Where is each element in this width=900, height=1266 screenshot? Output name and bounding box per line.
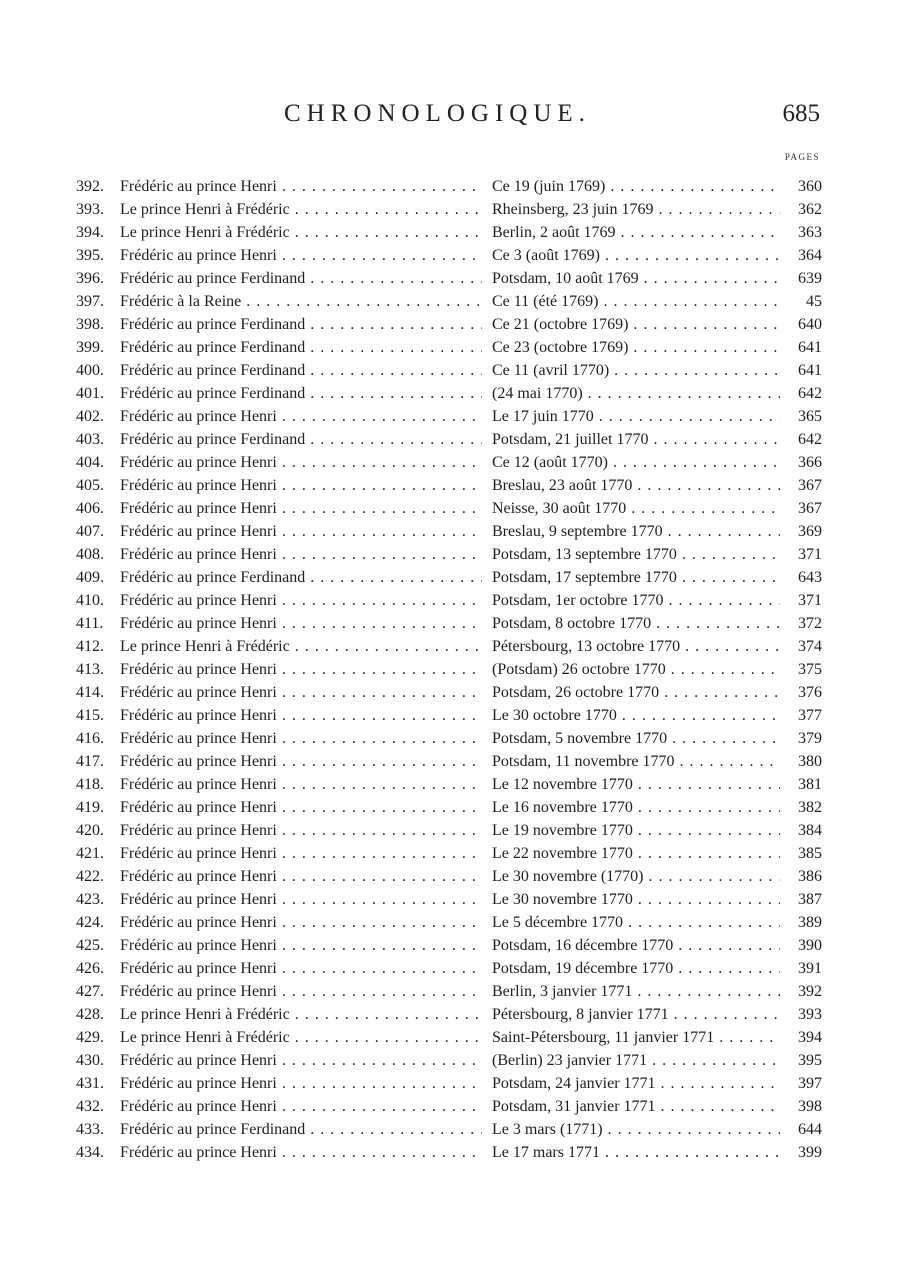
entry-number: 404.	[76, 454, 104, 471]
letter-date: Berlin, 2 août 1769 . . .	[492, 221, 780, 244]
correspondents: Frédéric au prince Ferdinand . . .	[120, 428, 482, 451]
letter-date: Le 5 décembre 1770 . . .	[492, 911, 780, 934]
entry-number: 415.	[76, 707, 104, 724]
entry-number: 403.	[76, 431, 104, 448]
entry-number: 433.	[76, 1121, 104, 1138]
letter-date: Pétersbourg, 8 janvier 1771 . . .	[492, 1003, 780, 1026]
entry-number: 420.	[76, 822, 104, 839]
page-reference: 391	[798, 960, 822, 977]
page-reference: 371	[798, 592, 822, 609]
entry-number: 422.	[76, 868, 104, 885]
letter-date: Potsdam, 24 janvier 1771 . . .	[492, 1072, 780, 1095]
table-row	[0, 612, 900, 635]
table-row	[0, 1141, 900, 1164]
correspondents: Le prince Henri à Frédéric . . .	[120, 1026, 482, 1049]
correspondents: Frédéric au prince Ferdinand . . .	[120, 359, 482, 382]
page-reference: 363	[798, 224, 822, 241]
page-reference: 45	[806, 293, 822, 310]
correspondents: Frédéric au prince Henri . . .	[120, 1049, 482, 1072]
correspondents: Frédéric au prince Henri . . .	[120, 957, 482, 980]
letter-date: Potsdam, 8 octobre 1770 . . .	[492, 612, 780, 635]
entry-number: 406.	[76, 500, 104, 517]
correspondents: Frédéric au prince Henri . . .	[120, 704, 482, 727]
entry-number: 410.	[76, 592, 104, 609]
page-reference: 389	[798, 914, 822, 931]
correspondents: Frédéric au prince Ferdinand . . .	[120, 267, 482, 290]
correspondents: Frédéric au prince Henri . . .	[120, 543, 482, 566]
table-row	[0, 1049, 900, 1072]
table-row	[0, 658, 900, 681]
letter-date: Le 22 novembre 1770 . . .	[492, 842, 780, 865]
page-reference: 367	[798, 500, 822, 517]
page-reference: 642	[798, 431, 822, 448]
page-reference: 398	[798, 1098, 822, 1115]
correspondents: Frédéric au prince Ferdinand . . .	[120, 382, 482, 405]
table-row	[0, 313, 900, 336]
correspondents: Frédéric au prince Henri . . .	[120, 773, 482, 796]
table-row	[0, 543, 900, 566]
correspondents: Frédéric au prince Henri . . .	[120, 934, 482, 957]
entry-number: 414.	[76, 684, 104, 701]
table-row	[0, 290, 900, 313]
page-reference: 639	[798, 270, 822, 287]
letter-date: Potsdam, 17 septembre 1770 . . .	[492, 566, 780, 589]
entry-number: 424.	[76, 914, 104, 931]
entry-number: 400.	[76, 362, 104, 379]
letter-date: (Potsdam) 26 octobre 1770 . . .	[492, 658, 780, 681]
letter-date: Ce 3 (août 1769) . . .	[492, 244, 780, 267]
letter-date: Le 19 novembre 1770 . . .	[492, 819, 780, 842]
entry-number: 416.	[76, 730, 104, 747]
entry-number: 411.	[76, 615, 104, 632]
correspondents: Frédéric au prince Henri . . .	[120, 497, 482, 520]
letter-date: Neisse, 30 août 1770 . . .	[492, 497, 780, 520]
letter-date: Breslau, 9 septembre 1770 . . .	[492, 520, 780, 543]
correspondents: Frédéric au prince Henri . . .	[120, 819, 482, 842]
table-row	[0, 704, 900, 727]
page-reference: 377	[798, 707, 822, 724]
table-row	[0, 1003, 900, 1026]
entry-number: 398.	[76, 316, 104, 333]
letter-date: (Berlin) 23 janvier 1771 . . .	[492, 1049, 780, 1072]
correspondents: Frédéric au prince Henri . . .	[120, 474, 482, 497]
page-reference: 385	[798, 845, 822, 862]
entry-number: 429.	[76, 1029, 104, 1046]
page-reference: 642	[798, 385, 822, 402]
table-row	[0, 451, 900, 474]
letter-date: Ce 11 (avril 1770) . . .	[492, 359, 780, 382]
entry-number: 394.	[76, 224, 104, 241]
correspondents: Frédéric au prince Henri . . .	[120, 681, 482, 704]
correspondents: Frédéric au prince Henri . . .	[120, 865, 482, 888]
entry-number: 421.	[76, 845, 104, 862]
page-reference: 386	[798, 868, 822, 885]
page-reference: 395	[798, 1052, 822, 1069]
page-reference: 367	[798, 477, 822, 494]
letter-date: Potsdam, 11 novembre 1770 . . .	[492, 750, 780, 773]
correspondents: Le prince Henri à Frédéric . . .	[120, 635, 482, 658]
correspondents: Frédéric au prince Henri . . .	[120, 1095, 482, 1118]
entry-number: 418.	[76, 776, 104, 793]
table-row	[0, 911, 900, 934]
letter-date: Le 16 novembre 1770 . . .	[492, 796, 780, 819]
page-reference: 380	[798, 753, 822, 770]
letter-date: Berlin, 3 janvier 1771 . . .	[492, 980, 780, 1003]
table-row	[0, 842, 900, 865]
entry-number: 408.	[76, 546, 104, 563]
entry-number: 392.	[76, 178, 104, 195]
page-reference: 641	[798, 339, 822, 356]
entry-number: 425.	[76, 937, 104, 954]
correspondents: Frédéric au prince Henri . . .	[120, 796, 482, 819]
page-reference: 384	[798, 822, 822, 839]
entry-number: 434.	[76, 1144, 104, 1161]
page-reference: 641	[798, 362, 822, 379]
table-row	[0, 382, 900, 405]
correspondents: Frédéric au prince Ferdinand . . .	[120, 336, 482, 359]
table-row	[0, 957, 900, 980]
letter-date: Potsdam, 13 septembre 1770 . . .	[492, 543, 780, 566]
page-reference: 362	[798, 201, 822, 218]
entry-number: 423.	[76, 891, 104, 908]
page-reference: 371	[798, 546, 822, 563]
letter-date: (24 mai 1770) . . .	[492, 382, 780, 405]
page-reference: 387	[798, 891, 822, 908]
table-row	[0, 497, 900, 520]
chronology-table	[0, 175, 900, 1164]
correspondents: Frédéric au prince Henri . . .	[120, 589, 482, 612]
page-reference: 382	[798, 799, 822, 816]
entry-number: 405.	[76, 477, 104, 494]
table-row	[0, 888, 900, 911]
entry-number: 409.	[76, 569, 104, 586]
letter-date: Le 30 novembre 1770 . . .	[492, 888, 780, 911]
table-row	[0, 796, 900, 819]
entry-number: 428.	[76, 1006, 104, 1023]
letter-date: Le 12 novembre 1770 . . .	[492, 773, 780, 796]
table-row	[0, 244, 900, 267]
table-row	[0, 934, 900, 957]
table-row	[0, 773, 900, 796]
page-reference: 379	[798, 730, 822, 747]
correspondents: Frédéric au prince Henri . . .	[120, 612, 482, 635]
correspondents: Frédéric au prince Henri . . .	[120, 911, 482, 934]
entry-number: 417.	[76, 753, 104, 770]
table-row	[0, 474, 900, 497]
correspondents: Frédéric au prince Henri . . .	[120, 888, 482, 911]
table-row	[0, 635, 900, 658]
table-row	[0, 267, 900, 290]
entry-number: 430.	[76, 1052, 104, 1069]
table-row	[0, 980, 900, 1003]
letter-date: Potsdam, 1er octobre 1770 . . .	[492, 589, 780, 612]
letter-date: Rheinsberg, 23 juin 1769 . . .	[492, 198, 780, 221]
correspondents: Frédéric au prince Ferdinand . . .	[120, 566, 482, 589]
table-row	[0, 405, 900, 428]
page-reference: 360	[798, 178, 822, 195]
entry-number: 393.	[76, 201, 104, 218]
page-reference: 390	[798, 937, 822, 954]
correspondents: Frédéric au prince Henri . . .	[120, 727, 482, 750]
letter-date: Saint-Pétersbourg, 11 janvier 1771 . . .	[492, 1026, 780, 1049]
page-reference: 397	[798, 1075, 822, 1092]
entry-number: 431.	[76, 1075, 104, 1092]
page-reference: 376	[798, 684, 822, 701]
correspondents: Frédéric à la Reine . . .	[120, 290, 482, 313]
entry-number: 401.	[76, 385, 104, 402]
letter-date: Potsdam, 31 janvier 1771 . . .	[492, 1095, 780, 1118]
letter-date: Le 30 novembre (1770) . . .	[492, 865, 780, 888]
table-row	[0, 221, 900, 244]
letter-date: Ce 21 (octobre 1769) . . .	[492, 313, 780, 336]
page-reference: 640	[798, 316, 822, 333]
page-reference: 399	[798, 1144, 822, 1161]
letter-date: Le 30 octobre 1770 . . .	[492, 704, 780, 727]
correspondents: Frédéric au prince Henri . . .	[120, 980, 482, 1003]
letter-date: Potsdam, 21 juillet 1770 . . .	[492, 428, 780, 451]
page-header	[0, 100, 900, 140]
letter-date: Ce 11 (été 1769) . . .	[492, 290, 780, 313]
correspondents: Frédéric au prince Ferdinand . . .	[120, 313, 482, 336]
correspondents: Frédéric au prince Henri . . .	[120, 405, 482, 428]
page-reference: 393	[798, 1006, 822, 1023]
entry-number: 399.	[76, 339, 104, 356]
table-row	[0, 198, 900, 221]
page-reference: 364	[798, 247, 822, 264]
letter-date: Ce 12 (août 1770) . . .	[492, 451, 780, 474]
correspondents: Frédéric au prince Henri . . .	[120, 658, 482, 681]
correspondents: Frédéric au prince Henri . . .	[120, 1072, 482, 1095]
letter-date: Le 17 mars 1771 . . .	[492, 1141, 780, 1164]
entry-number: 396.	[76, 270, 104, 287]
correspondents: Le prince Henri à Frédéric . . .	[120, 221, 482, 244]
entry-number: 413.	[76, 661, 104, 678]
table-row	[0, 359, 900, 382]
letter-date: Potsdam, 19 décembre 1770 . . .	[492, 957, 780, 980]
table-row	[0, 1118, 900, 1141]
page-reference: 375	[798, 661, 822, 678]
page-reference: 369	[798, 523, 822, 540]
pages-column-heading: PAGES	[784, 152, 820, 162]
correspondents: Frédéric au prince Henri . . .	[120, 451, 482, 474]
table-row	[0, 681, 900, 704]
page-reference: 366	[798, 454, 822, 471]
correspondents: Le prince Henri à Frédéric . . .	[120, 198, 482, 221]
entry-number: 419.	[76, 799, 104, 816]
letter-date: Potsdam, 5 novembre 1770 . . .	[492, 727, 780, 750]
entry-number: 395.	[76, 247, 104, 264]
table-row	[0, 727, 900, 750]
page-reference: 392	[798, 983, 822, 1000]
letter-date: Ce 23 (octobre 1769) . . .	[492, 336, 780, 359]
table-row	[0, 428, 900, 451]
table-row	[0, 520, 900, 543]
correspondents: Frédéric au prince Henri . . .	[120, 1141, 482, 1164]
page-reference: 644	[798, 1121, 822, 1138]
page-reference: 374	[798, 638, 822, 655]
page-reference: 394	[798, 1029, 822, 1046]
page-reference: 365	[798, 408, 822, 425]
table-row	[0, 819, 900, 842]
letter-date: Potsdam, 16 décembre 1770 . . .	[492, 934, 780, 957]
correspondents: Frédéric au prince Henri . . .	[120, 842, 482, 865]
page-number: 685	[782, 100, 820, 127]
entry-number: 432.	[76, 1098, 104, 1115]
table-row	[0, 336, 900, 359]
table-row	[0, 175, 900, 198]
page-reference: 381	[798, 776, 822, 793]
correspondents: Frédéric au prince Henri . . .	[120, 750, 482, 773]
letter-date: Breslau, 23 août 1770 . . .	[492, 474, 780, 497]
entry-number: 427.	[76, 983, 104, 1000]
entry-number: 407.	[76, 523, 104, 540]
table-row	[0, 865, 900, 888]
correspondents: Frédéric au prince Henri . . .	[120, 244, 482, 267]
correspondents: Frédéric au prince Ferdinand . . .	[120, 1118, 482, 1141]
entry-number: 397.	[76, 293, 104, 310]
entry-number: 402.	[76, 408, 104, 425]
table-row	[0, 1026, 900, 1049]
table-row	[0, 589, 900, 612]
letter-date: Ce 19 (juin 1769) . . .	[492, 175, 780, 198]
letter-date: Le 17 juin 1770 . . .	[492, 405, 780, 428]
letter-date: Pétersbourg, 13 octobre 1770 . . .	[492, 635, 780, 658]
letter-date: Potsdam, 10 août 1769 . . .	[492, 267, 780, 290]
letter-date: Potsdam, 26 octobre 1770 . . .	[492, 681, 780, 704]
entry-number: 412.	[76, 638, 104, 655]
table-row	[0, 1095, 900, 1118]
correspondents: Le prince Henri à Frédéric . . .	[120, 1003, 482, 1026]
page-reference: 372	[798, 615, 822, 632]
correspondents: Frédéric au prince Henri . . .	[120, 175, 482, 198]
table-row	[0, 566, 900, 589]
correspondents: Frédéric au prince Henri . . .	[120, 520, 482, 543]
letter-date: Le 3 mars (1771) . . .	[492, 1118, 780, 1141]
entry-number: 426.	[76, 960, 104, 977]
running-title: CHRONOLOGIQUE.	[284, 100, 591, 127]
table-row	[0, 1072, 900, 1095]
table-row	[0, 750, 900, 773]
page-reference: 643	[798, 569, 822, 586]
